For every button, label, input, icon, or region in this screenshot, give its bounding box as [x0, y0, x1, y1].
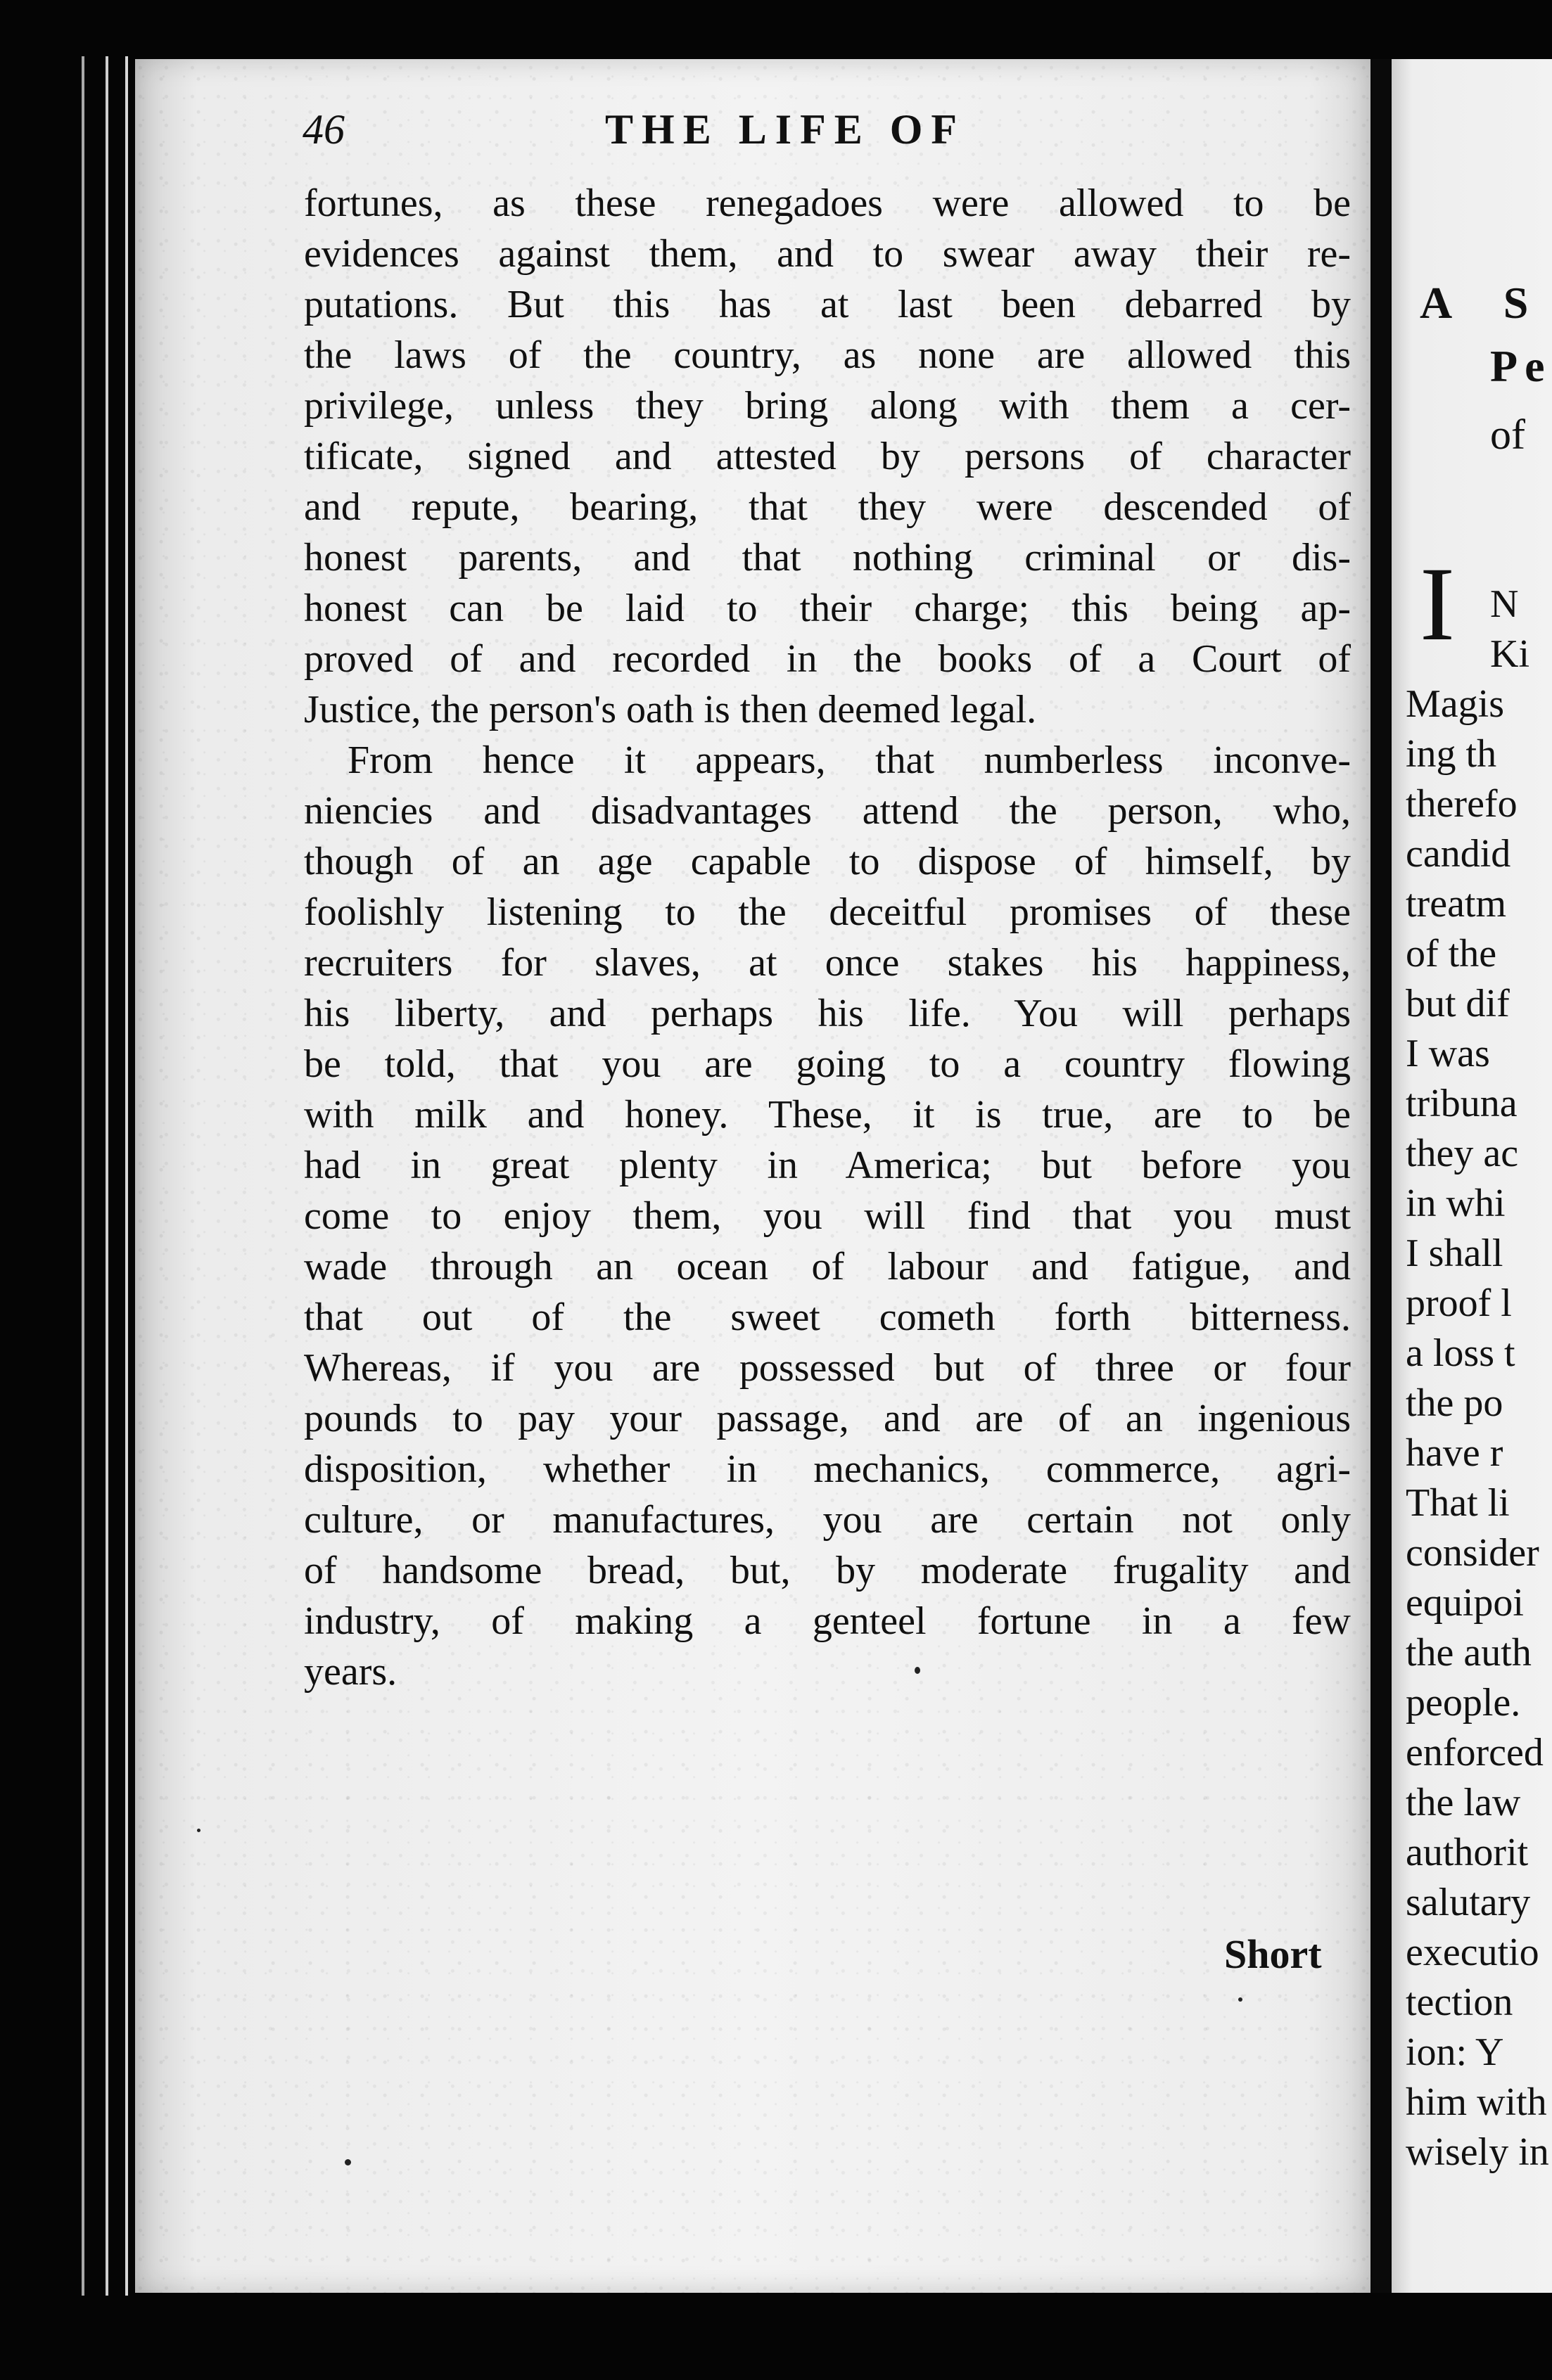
text-line: years. — [304, 1650, 397, 1694]
text-line: N — [1490, 582, 1519, 626]
text-line: wisely in — [1406, 2130, 1549, 2174]
text-line: be told, that you are going to a country flowing — [304, 1042, 1351, 1086]
scan-speck — [345, 2159, 351, 2165]
scan-speck — [197, 1829, 201, 1832]
body-text — [304, 178, 1359, 1697]
text-line: the auth — [1406, 1631, 1532, 1675]
text-line: with milk and honey. These, it is true, are to be — [304, 1093, 1351, 1137]
binding-edge-strip — [125, 56, 128, 2296]
text-line: people. — [1406, 1681, 1521, 1725]
text-line: I shall — [1406, 1231, 1503, 1275]
text-line: therefo — [1406, 782, 1518, 826]
text-line: and repute, bearing, that they were descended of — [304, 485, 1351, 529]
text-line: tificate, signed and attested by persons of character — [304, 435, 1351, 478]
text-line: candid — [1406, 832, 1511, 876]
right-page — [1392, 59, 1552, 2293]
text-line: I was — [1406, 1032, 1490, 1075]
text-line: evidences against them, and to swear away their re- — [304, 232, 1351, 276]
text-line: his liberty, and perhaps his life. You will perhaps — [304, 992, 1351, 1035]
running-head: THE LIFE OF — [605, 106, 966, 153]
text-line: ion: Y — [1406, 2030, 1504, 2074]
text-line: Whereas, if you are possessed but of three or four — [304, 1346, 1351, 1390]
text-line: That li — [1406, 1481, 1510, 1525]
text-line: putations. But this has at last been debarred by — [304, 283, 1351, 326]
text-line: tribuna — [1406, 1082, 1518, 1125]
text-line: they ac — [1406, 1132, 1519, 1175]
text-line: proved of and recorded in the books of a Court of — [304, 637, 1351, 681]
binding-edge-strip — [82, 56, 84, 2296]
right-page-title: Pe — [1490, 341, 1552, 391]
scan-speck — [1238, 1997, 1242, 2002]
text-line: honest parents, and that nothing criminal or dis- — [304, 536, 1351, 580]
text-line: proof l — [1406, 1281, 1512, 1325]
text-line: foolishly listening to the deceitful promises of these — [304, 890, 1351, 934]
text-line: the laws of the country, as none are allowed this — [304, 333, 1351, 377]
text-line: the law — [1406, 1781, 1521, 1824]
text-line: had in great plenty in America; but before you — [304, 1144, 1351, 1187]
text-line: disposition, whether in mechanics, commerce, agri- — [304, 1447, 1351, 1491]
text-line: but dif — [1406, 982, 1510, 1025]
text-line: tection — [1406, 1981, 1513, 2024]
text-line: the po — [1406, 1381, 1503, 1425]
catchword: Short — [1224, 1931, 1322, 1977]
text-line: fortunes, as these renegadoes were allowed to be — [304, 181, 1351, 225]
text-line: niencies and disadvantages attend the person, who, — [304, 789, 1351, 833]
text-line: treatm — [1406, 882, 1507, 926]
text-line: Ki — [1490, 632, 1529, 676]
text-line: Magis — [1406, 682, 1504, 726]
text-line: wade through an ocean of labour and fatigue, and — [304, 1245, 1351, 1288]
binding-edge-strip — [106, 56, 108, 2296]
text-line: ing th — [1406, 732, 1497, 776]
text-line: have r — [1406, 1431, 1503, 1475]
text-line: in whi — [1406, 1182, 1506, 1225]
text-line: recruiters for slaves, at once stakes his happiness, — [304, 941, 1351, 985]
text-line: a loss t — [1406, 1331, 1515, 1375]
text-line: though of an age capable to dispose of himself, by — [304, 840, 1351, 883]
text-line: Justice, the person's oath is then deemed legal. — [304, 688, 1037, 731]
text-line: equipoi — [1406, 1581, 1524, 1625]
text-line: come to enjoy them, you will find that you must — [304, 1194, 1351, 1238]
page-header — [303, 105, 1217, 169]
right-page-title: of — [1490, 411, 1525, 458]
text-line: privilege, unless they bring along with them a cer- — [304, 384, 1351, 428]
text-line: of handsome bread, but, by moderate frugality and — [304, 1549, 1351, 1592]
right-page-title: A S — [1420, 278, 1550, 328]
text-line: culture, or manufactures, you are certain not only — [304, 1498, 1351, 1542]
text-line: consider — [1406, 1531, 1539, 1575]
text-line: pounds to pay your passage, and are of an ingenious — [304, 1397, 1351, 1440]
page-number: 46 — [303, 106, 345, 153]
drop-cap: I — [1420, 546, 1455, 663]
text-line: salutary — [1406, 1881, 1531, 1924]
text-line: industry, of making a genteel fortune in a few — [304, 1599, 1351, 1643]
scan-speck — [915, 1667, 920, 1674]
text-line: of the — [1406, 932, 1497, 975]
right-page-text — [1406, 580, 1549, 2177]
text-line: that out of the sweet cometh forth bitterness. — [304, 1295, 1351, 1339]
text-line: honest can be laid to their charge; this being ap- — [304, 587, 1351, 630]
text-line: authorit — [1406, 1831, 1529, 1874]
text-line: him with — [1406, 2080, 1547, 2124]
paragraph-start-line: From hence it appears, that numberless inconve- — [348, 738, 1351, 782]
text-line: enforced — [1406, 1731, 1544, 1774]
page-gutter — [1370, 59, 1390, 2293]
text-line: executio — [1406, 1931, 1539, 1974]
